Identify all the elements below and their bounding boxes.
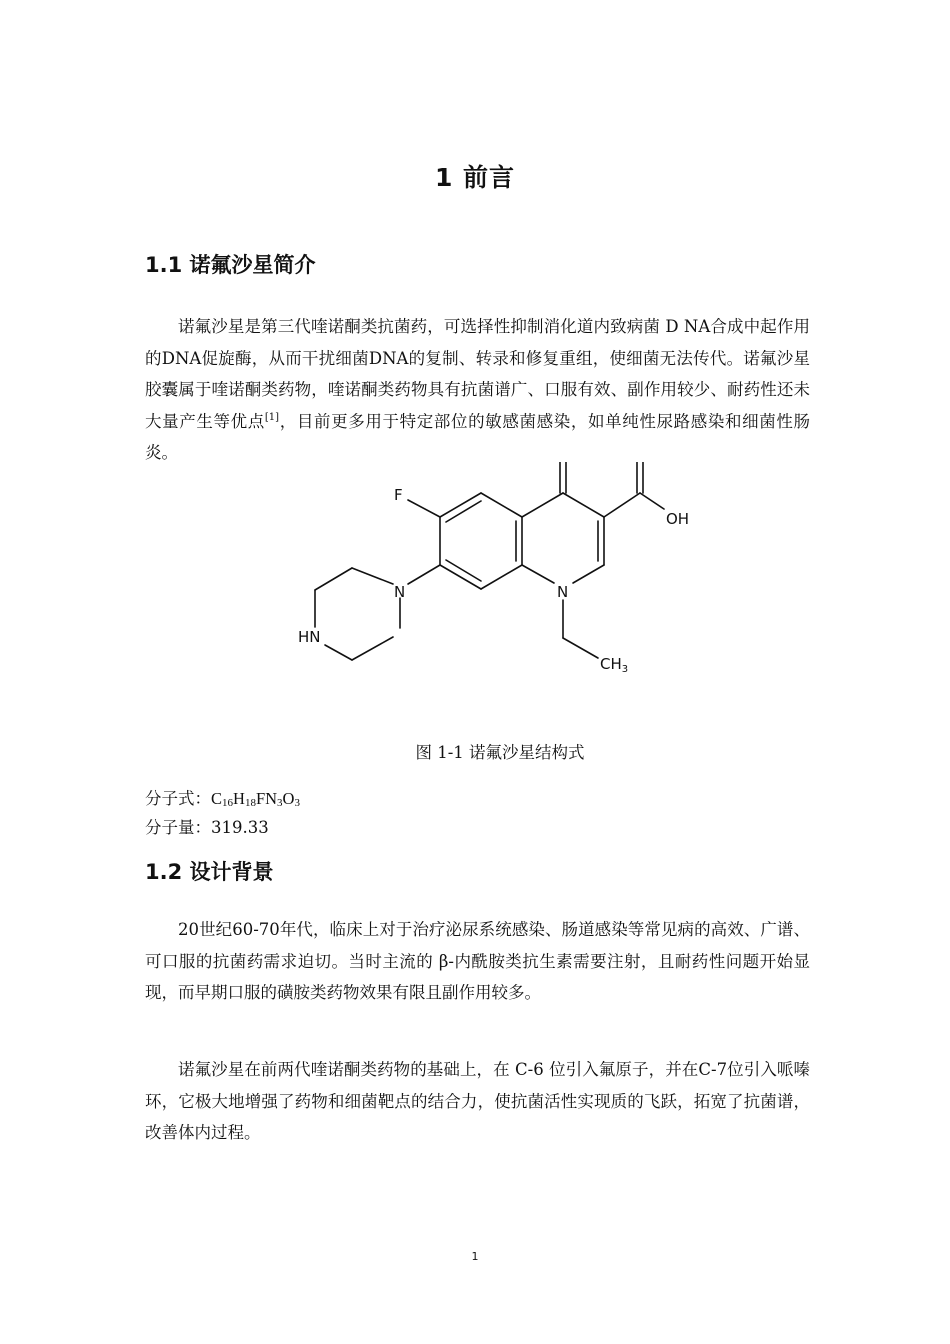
quinolone-nitrogen-label: N <box>557 583 569 601</box>
intro-paragraph <box>145 311 810 469</box>
intro-text-continued: ，目前更多用于特定部位的敏感菌感染，如单纯性尿路感染和细菌性肠炎。 <box>145 411 811 462</box>
section-title-background: 1.2 设计背景 <box>145 860 274 884</box>
piperazine-nh-label: HN <box>298 628 321 646</box>
page-number: 1 <box>471 1250 479 1263</box>
molecular-weight: 分子量：319.33 <box>145 818 269 837</box>
citation-ref[interactable]: [1] <box>264 411 280 423</box>
fluorine-label: F <box>394 486 403 504</box>
section-title-intro: 1.1 诺氟沙星简介 <box>145 253 316 277</box>
figure-caption: 图 1-1 诺氟沙星结构式 <box>415 743 585 762</box>
piperazine-nitrogen-label: N <box>394 583 406 601</box>
background-paragraph-2: 诺氟沙星在前两代喹诺酮类药物的基础上，在 C-6 位引入氟原子，并在C-7位引入哌嗪环，它极大地增强了药物和细菌靶点的结合力，使抗菌活性实现质的飞跃，拓宽了抗菌谱，改善体内过程。 <box>145 1060 810 1142</box>
intro-text: 诺氟沙星是第三代喹诺酮类抗菌药，可选择性抑制消化道内致病菌 D NA合成中起作用的DNA促旋酶，从而干扰细菌DNA的复制、转录和修复重组，使细菌无法传代。诺氟沙星胶囊属于喹诺酮类药物，喹诺酮类药物具有抗菌谱广、口服有效、副作用较少、耐药性还未大量产生等优点 <box>145 317 810 431</box>
background-paragraph-1: 20世纪60-70年代，临床上对于治疗泌尿系统感染、肠道感染等常见病的高效、广谱、可口服的抗菌药需求迫切。当时主流的 β-内酰胺类抗生素需要注射，且耐药性问题开始显现，而早期口服的磺胺类药物效果有限且副作用较多。 <box>145 920 810 1002</box>
hydroxyl-label: OH <box>666 510 690 528</box>
methyl-label: $CH_3$ <box>600 655 629 675</box>
norfloxacin-structure <box>290 462 700 682</box>
molecular-formula: 分子式：$C_{16}H_{18}FN_3O_3$ <box>145 789 300 809</box>
chapter-title: 1 前言 <box>434 163 516 192</box>
